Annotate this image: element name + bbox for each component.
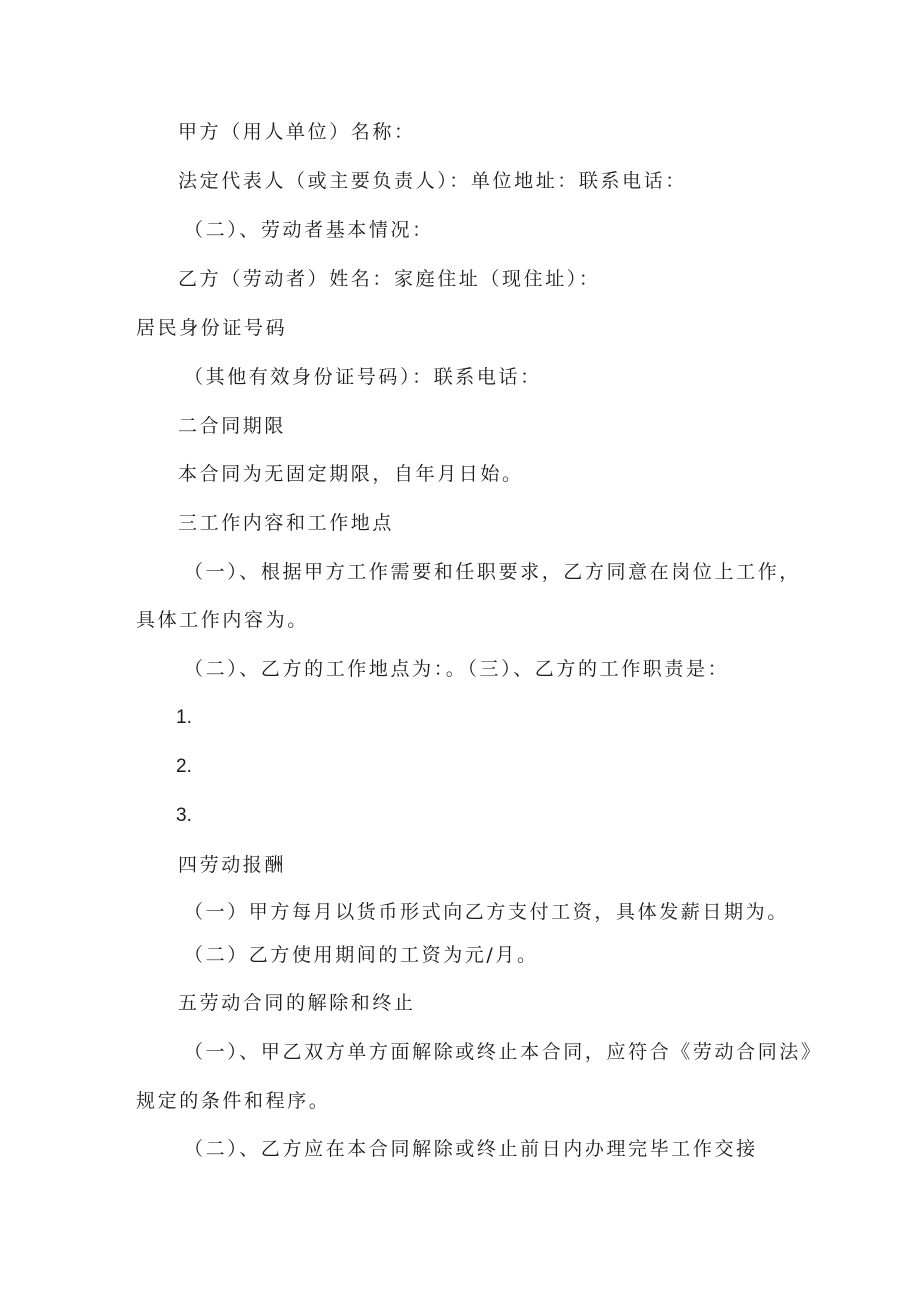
termination-clause-1: （一）、甲乙双方单方面解除或终止本合同，应符合《劳动合同法》 xyxy=(184,1041,823,1063)
party-a-name-line: 甲方（用人单位）名称： xyxy=(178,121,416,143)
other-id-line: （其他有效身份证号码）：联系电话： xyxy=(184,366,542,388)
termination-clause-1-cont: 规定的条件和程序。 xyxy=(136,1090,331,1112)
legal-rep-line: 法定代表人（或主要负责人）：单位地址：联系电话： xyxy=(178,170,687,192)
remuneration-clause-2: （二）乙方使用期间的工资为元/月。 xyxy=(184,944,539,966)
work-content-clause-1-cont: 具体工作内容为。 xyxy=(136,609,309,631)
id-number-line: 居民身份证号码 xyxy=(136,317,288,339)
contract-term-heading: 二合同期限 xyxy=(178,415,287,437)
termination-heading: 五劳动合同的解除和终止 xyxy=(178,992,416,1014)
worker-info-heading: （二）、劳动者基本情况： xyxy=(184,219,434,241)
duty-item-1: 1. xyxy=(176,707,192,728)
termination-clause-2: （二）、乙方应在本合同解除或终止前日内办理完毕工作交接 xyxy=(184,1138,758,1160)
contract-term-text: 本合同为无固定期限，自年月日始。 xyxy=(178,463,524,485)
duty-item-2: 2. xyxy=(176,756,192,777)
remuneration-heading: 四劳动报酬 xyxy=(178,854,287,876)
work-content-heading: 三工作内容和工作地点 xyxy=(178,512,395,534)
work-location-clause: （二）、乙方的工作地点为：。（三）、乙方的工作职责是： xyxy=(184,658,730,680)
party-b-name-line: 乙方（劳动者）姓名：家庭住址（现住址）： xyxy=(178,268,601,290)
duty-item-3: 3. xyxy=(176,805,192,826)
remuneration-clause-1: （一）甲方每月以货币形式向乙方支付工资，具体发薪日期为。 xyxy=(184,901,789,923)
work-content-clause-1: （一）、根据甲方工作需要和任职要求，乙方同意在岗位上工作， xyxy=(184,561,801,583)
